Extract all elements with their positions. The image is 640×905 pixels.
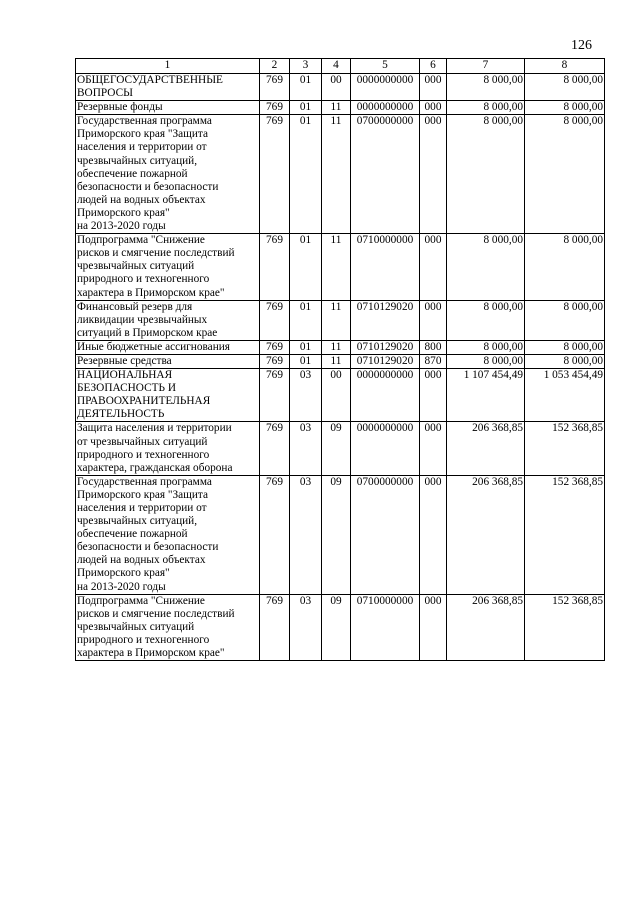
expense-type-code: 800 [420, 340, 447, 354]
row-name: Защита населения и территории от чрезвычайных ситуаций природного и техногенного характера, гражданская оборона [76, 422, 260, 475]
target-code: 0710000000 [351, 234, 420, 300]
target-code: 0000000000 [351, 422, 420, 475]
table-row [76, 300, 605, 340]
target-code: 0000000000 [351, 74, 420, 101]
subsection-code: 09 [322, 594, 351, 660]
amount-col8: 8 000,00 [525, 300, 605, 340]
subsection-code: 11 [322, 234, 351, 300]
amount-col8: 152 368,85 [525, 475, 605, 594]
amount-col7: 8 000,00 [447, 115, 525, 234]
row-name: Государственная программа Приморского края "Защита населения и территории от чрезвычайных ситуаций, обеспечение пожарной безопасности и безопасности людей на водных объектах Приморского края" на 2013-2020 годы [76, 475, 260, 594]
target-code: 0700000000 [351, 115, 420, 234]
target-code: 0710000000 [351, 594, 420, 660]
target-code: 0000000000 [351, 369, 420, 422]
amount-col8: 8 000,00 [525, 234, 605, 300]
row-name: Финансовый резерв для ликвидации чрезвычайных ситуаций в Приморском крае [76, 300, 260, 340]
column-header: 5 [351, 59, 420, 74]
section-code: 01 [290, 101, 322, 115]
ministry-code: 769 [260, 234, 290, 300]
section-code: 03 [290, 369, 322, 422]
column-header: 6 [420, 59, 447, 74]
expense-type-code: 000 [420, 594, 447, 660]
column-header: 2 [260, 59, 290, 74]
amount-col7: 206 368,85 [447, 475, 525, 594]
ministry-code: 769 [260, 354, 290, 368]
table-row [76, 422, 605, 475]
section-code: 01 [290, 340, 322, 354]
row-name: НАЦИОНАЛЬНАЯ БЕЗОПАСНОСТЬ И ПРАВООХРАНИТЕЛЬНАЯ ДЕЯТЕЛЬНОСТЬ [76, 369, 260, 422]
subsection-code: 09 [322, 475, 351, 594]
expense-type-code: 000 [420, 300, 447, 340]
row-name: Иные бюджетные ассигнования [76, 340, 260, 354]
ministry-code: 769 [260, 369, 290, 422]
section-code: 03 [290, 422, 322, 475]
row-name: Государственная программа Приморского края "Защита населения и территории от чрезвычайных ситуаций, обеспечение пожарной безопасности и безопасности людей на водных объектах Приморского края" на 2013-2020 годы [76, 115, 260, 234]
expense-type-code: 870 [420, 354, 447, 368]
budget-table [75, 58, 605, 661]
table-row [76, 74, 605, 101]
page-number: 126 [571, 38, 592, 53]
amount-col8: 8 000,00 [525, 354, 605, 368]
table-header-row [76, 59, 605, 74]
subsection-code: 11 [322, 115, 351, 234]
table-row [76, 101, 605, 115]
section-code: 01 [290, 74, 322, 101]
ministry-code: 769 [260, 340, 290, 354]
target-code: 0000000000 [351, 101, 420, 115]
table-row [76, 354, 605, 368]
ministry-code: 769 [260, 115, 290, 234]
ministry-code: 769 [260, 101, 290, 115]
amount-col7: 8 000,00 [447, 354, 525, 368]
amount-col8: 8 000,00 [525, 101, 605, 115]
amount-col8: 8 000,00 [525, 340, 605, 354]
row-name: Резервные фонды [76, 101, 260, 115]
target-code: 0710129020 [351, 354, 420, 368]
column-header: 3 [290, 59, 322, 74]
column-header: 4 [322, 59, 351, 74]
ministry-code: 769 [260, 475, 290, 594]
expense-type-code: 000 [420, 115, 447, 234]
column-header: 7 [447, 59, 525, 74]
section-code: 03 [290, 475, 322, 594]
subsection-code: 11 [322, 354, 351, 368]
amount-col8: 8 000,00 [525, 115, 605, 234]
table-row [76, 115, 605, 234]
amount-col7: 206 368,85 [447, 422, 525, 475]
table-row [76, 234, 605, 300]
expense-type-code: 000 [420, 74, 447, 101]
amount-col7: 8 000,00 [447, 340, 525, 354]
ministry-code: 769 [260, 594, 290, 660]
amount-col7: 8 000,00 [447, 234, 525, 300]
table-row [76, 594, 605, 660]
column-header: 1 [76, 59, 260, 74]
subsection-code: 09 [322, 422, 351, 475]
subsection-code: 11 [322, 300, 351, 340]
expense-type-code: 000 [420, 369, 447, 422]
row-name: Подпрограмма "Снижение рисков и смягчение последствий чрезвычайных ситуаций природного и техногенного характера в Приморском крае" [76, 594, 260, 660]
subsection-code: 00 [322, 369, 351, 422]
amount-col7: 1 107 454,49 [447, 369, 525, 422]
row-name: Резервные средства [76, 354, 260, 368]
target-code: 0710129020 [351, 300, 420, 340]
amount-col8: 152 368,85 [525, 594, 605, 660]
row-name: Подпрограмма "Снижение рисков и смягчение последствий чрезвычайных ситуаций природного и техногенного характера в Приморском крае" [76, 234, 260, 300]
expense-type-code: 000 [420, 234, 447, 300]
expense-type-code: 000 [420, 475, 447, 594]
section-code: 03 [290, 594, 322, 660]
table-row [76, 340, 605, 354]
section-code: 01 [290, 234, 322, 300]
ministry-code: 769 [260, 74, 290, 101]
amount-col7: 206 368,85 [447, 594, 525, 660]
amount-col8: 8 000,00 [525, 74, 605, 101]
ministry-code: 769 [260, 422, 290, 475]
section-code: 01 [290, 354, 322, 368]
expense-type-code: 000 [420, 101, 447, 115]
expense-type-code: 000 [420, 422, 447, 475]
row-name: ОБЩЕГОСУДАРСТВЕННЫЕ ВОПРОСЫ [76, 74, 260, 101]
section-code: 01 [290, 115, 322, 234]
subsection-code: 11 [322, 101, 351, 115]
table-row [76, 475, 605, 594]
section-code: 01 [290, 300, 322, 340]
target-code: 0710129020 [351, 340, 420, 354]
table-row [76, 369, 605, 422]
amount-col7: 8 000,00 [447, 300, 525, 340]
subsection-code: 11 [322, 340, 351, 354]
column-header: 8 [525, 59, 605, 74]
target-code: 0700000000 [351, 475, 420, 594]
amount-col7: 8 000,00 [447, 74, 525, 101]
amount-col7: 8 000,00 [447, 101, 525, 115]
ministry-code: 769 [260, 300, 290, 340]
subsection-code: 00 [322, 74, 351, 101]
amount-col8: 152 368,85 [525, 422, 605, 475]
amount-col8: 1 053 454,49 [525, 369, 605, 422]
